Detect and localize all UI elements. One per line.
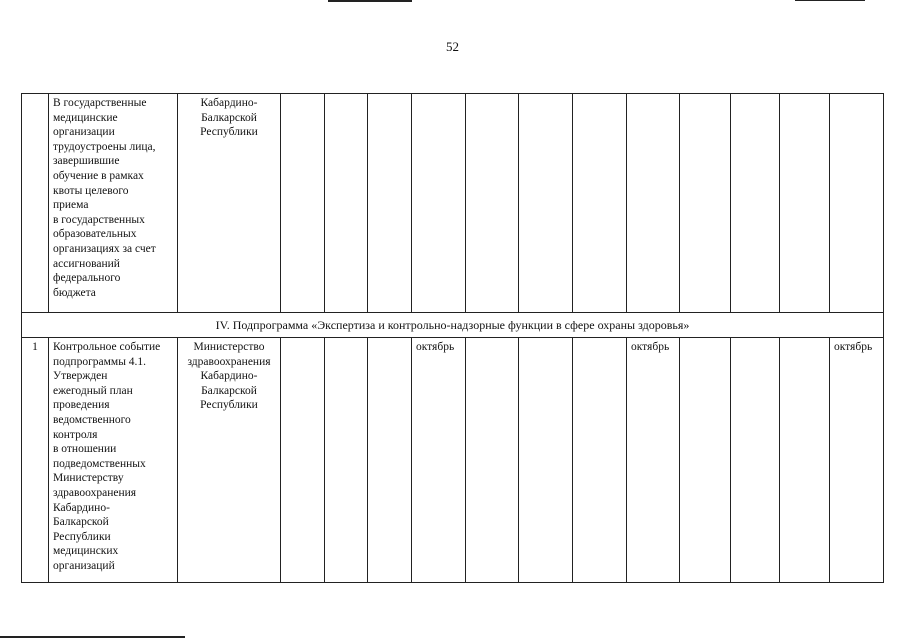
month-cell — [368, 338, 412, 583]
section-header: IV. Подпрограмма «Экспертиза и контрольно-надзорные функции в сфере охраны здоровья» — [22, 313, 884, 338]
row-description-text: Контрольное событие подпрограммы 4.1. Утвержден ежегодный план проведения ведомственного контроля в отношении подведомственных Министерству здравоохранения Кабардино- Балкарской Республики медицинских организаций — [53, 341, 161, 572]
month-cell-october: октябрь — [412, 338, 466, 583]
month-cell — [680, 94, 731, 313]
month-cell — [325, 94, 368, 313]
month-cell — [573, 338, 627, 583]
month-cell — [412, 94, 466, 313]
month-cell — [731, 94, 780, 313]
month-cell — [731, 338, 780, 583]
page-number: 52 — [446, 39, 459, 54]
month-cell — [325, 338, 368, 583]
scan-edge-mark-bottom-left — [0, 636, 185, 638]
month-cell — [627, 94, 680, 313]
month-cell-october: октябрь — [627, 338, 680, 583]
month-cell — [466, 94, 519, 313]
month-cell-october: октябрь — [830, 338, 884, 583]
row-number-cell: 1 — [22, 338, 49, 583]
row-description-cell — [49, 338, 178, 583]
row-description-text: В государственные медицинские организации трудоустроены лица, завершившие обучение в рамках квоты целевого приема в государственных образовательных организациях за счет ассигнований федерального бюджета — [53, 97, 156, 299]
scan-edge-mark-top-right — [795, 0, 865, 1]
month-cell — [368, 94, 412, 313]
table-row — [22, 338, 884, 583]
month-cell — [780, 338, 830, 583]
month-cell — [519, 94, 573, 313]
section-header-row — [22, 313, 884, 338]
month-cell — [573, 94, 627, 313]
row-number-cell — [22, 94, 49, 313]
month-cell — [281, 338, 325, 583]
month-cell — [519, 338, 573, 583]
month-cell — [281, 94, 325, 313]
row-responsible-cell — [178, 338, 281, 583]
month-cell — [466, 338, 519, 583]
month-cell — [780, 94, 830, 313]
row-responsible-cell — [178, 94, 281, 313]
month-cell — [680, 338, 731, 583]
row-responsible-text: Кабардино- Балкарской Республики — [200, 97, 258, 139]
plan-table — [21, 93, 884, 583]
scan-edge-mark-top-left — [328, 0, 412, 2]
row-description-cell — [49, 94, 178, 313]
month-cell — [830, 94, 884, 313]
row-responsible-text: Министерство здравоохранения Кабардино- Балкарской Республики — [187, 341, 271, 412]
table-row — [22, 94, 884, 313]
